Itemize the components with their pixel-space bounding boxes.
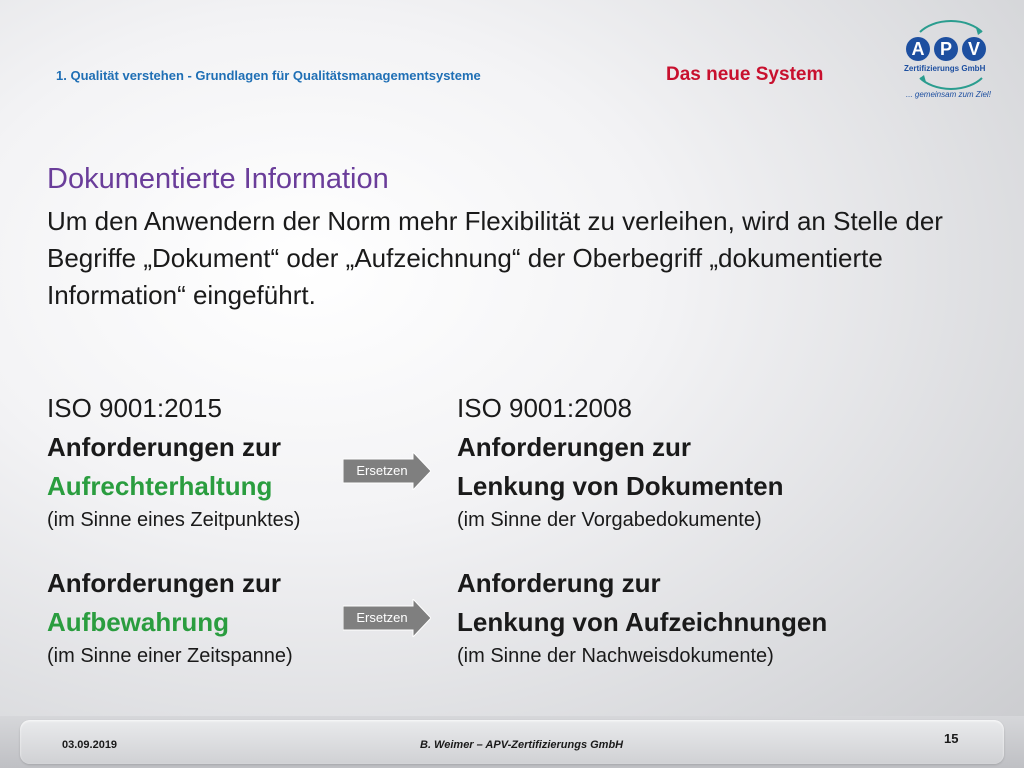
logo-letter-v: V [962,37,986,61]
logo-letter-a: A [906,37,930,61]
replace-arrow-1-label: Ersetzen [356,463,408,478]
left-block2-line1: Anforderungen zur [47,568,281,598]
right-block1-note: (im Sinne der Vorgabedokumente) [457,509,762,531]
right-block1-line2: Lenkung von Dokumenten [457,471,784,501]
footer-author: B. Weimer – APV-Zertifizierungs GmbH [420,739,624,751]
logo-letter-p: P [934,37,958,61]
right-standard: ISO 9001:2008 [457,393,632,423]
right-block2-line1: Anforderung zur [457,568,661,598]
left-block2-note: (im Sinne einer Zeitspanne) [47,645,293,667]
footer-date: 03.09.2019 [62,739,118,751]
logo-subtitle: Zertifizierungs GmbH [904,64,986,73]
left-block2-line2: Aufbewahrung [47,607,229,637]
left-block1-line1: Anforderungen zur [47,432,281,462]
page-number: 15 [944,731,959,746]
replace-arrow-1 [343,452,431,490]
intro-paragraph: Um den Anwendern der Norm mehr Flexibilität zu verleihen, wird an Stelle der Begriffe „Dokument“ oder „Aufzeichnung“ der Oberbegriff „dokumentierte Information“ eingeführt. [47,206,943,310]
apv-logo [900,18,1000,102]
right-block2-line2: Lenkung von Aufzeichnungen [457,607,828,637]
right-block2-note: (im Sinne der Nachweisdokumente) [457,645,774,667]
replace-arrow-2-label: Ersetzen [356,610,408,625]
left-standard: ISO 9001:2015 [47,393,222,423]
left-block1-line2: Aufrechterhaltung [47,471,273,501]
left-block1-note: (im Sinne eines Zeitpunktes) [47,509,301,531]
replace-arrow-2 [343,599,431,637]
section-title: Dokumentierte Information [47,163,389,195]
right-column-iso-2008 [457,389,827,670]
logo-letters [906,36,988,62]
system-label: Das neue System [666,64,824,85]
left-column-iso-2015 [47,389,300,670]
header-title: 1. Qualität verstehen - Grundlagen für Qualitätsmanagementsysteme [56,68,481,83]
logo-tagline: ... gemeinsam zum Ziel! [906,90,991,99]
right-block1-line1: Anforderungen zur [457,432,691,462]
